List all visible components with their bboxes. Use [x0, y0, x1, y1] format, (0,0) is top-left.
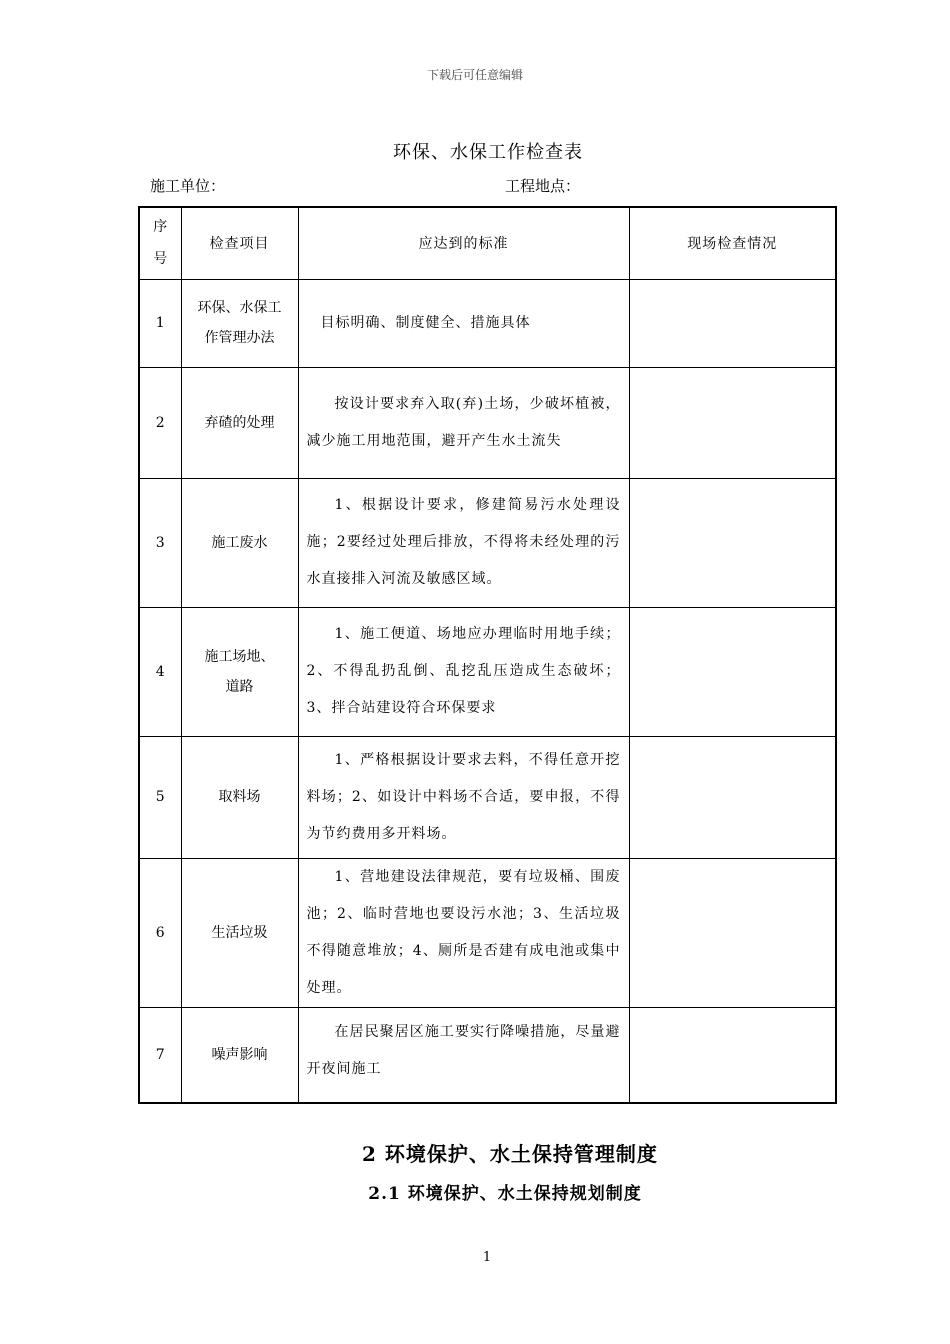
row-no: 6 [139, 858, 181, 1007]
row-standard: 在居民聚居区施工要实行降噪措施，尽量避开夜间施工 [298, 1007, 629, 1103]
page-number: 1 [482, 1250, 492, 1265]
row-item: 取料场 [181, 736, 298, 858]
header-no: 序号 [139, 207, 181, 279]
row-status[interactable] [629, 607, 836, 736]
row-no: 2 [139, 367, 181, 478]
row-standard: 1、根据设计要求，修建简易污水处理设施；2要经过处理后排放，不得将未经处理的污水直接排入河流及敏感区域。 [298, 478, 629, 607]
row-standard: 1、营地建设法律规范，要有垃圾桶、围废池；2、临时营地也要设污水池；3、生活垃圾不得随意堆放；4、厕所是否建有成电池或集中处理。 [298, 858, 629, 1007]
header-standard: 应达到的标准 [298, 207, 629, 279]
table-header-row [139, 207, 836, 279]
row-no: 1 [139, 279, 181, 367]
row-item: 噪声影响 [181, 1007, 298, 1103]
row-item: 弃碴的处理 [181, 367, 298, 478]
row-no: 4 [139, 607, 181, 736]
row-item: 施工废水 [181, 478, 298, 607]
subsection-heading: 2.1 环境保护、水土保持规划制度 [368, 1184, 642, 1204]
header-status: 现场检查情况 [629, 207, 836, 279]
row-status[interactable] [629, 367, 836, 478]
row-no: 3 [139, 478, 181, 607]
construction-unit-label: 施工单位： [150, 177, 226, 195]
project-location-label: 工程地点： [505, 177, 581, 195]
row-standard: 按设计要求弃入取(弃)土场，少破坏植被，减少施工用地范围，避开产生水土流失 [298, 367, 629, 478]
header-note: 下载后可任意编辑 [426, 68, 523, 82]
row-status[interactable] [629, 279, 836, 367]
table-row [139, 858, 836, 1007]
row-status[interactable] [629, 858, 836, 1007]
table-row [139, 1007, 836, 1103]
table-row [139, 736, 836, 858]
header-item: 检查项目 [181, 207, 298, 279]
row-status[interactable] [629, 1007, 836, 1103]
row-item: 施工场地、道路 [181, 607, 298, 736]
page-title: 环保、水保工作检查表 [393, 142, 583, 163]
row-item: 生活垃圾 [181, 858, 298, 1007]
table-row [139, 478, 836, 607]
row-no: 7 [139, 1007, 181, 1103]
row-no: 5 [139, 736, 181, 858]
row-standard: 1、施工便道、场地应办理临时用地手续；2、不得乱扔乱倒、乱挖乱压造成生态破坏；3、拌合站建设符合环保要求 [298, 607, 629, 736]
row-status[interactable] [629, 736, 836, 858]
row-standard: 1、严格根据设计要求去料，不得任意开挖料场；2、如设计中料场不合适，要申报，不得为节约费用多开料场。 [298, 736, 629, 858]
row-standard: 目标明确、制度健全、措施具体 [298, 279, 629, 367]
section-heading: 2 环境保护、水土保持管理制度 [362, 1142, 658, 1166]
inspection-table [138, 206, 837, 1104]
table-row [139, 279, 836, 367]
row-status[interactable] [629, 478, 836, 607]
row-item: 环保、水保工作管理办法 [181, 279, 298, 367]
table-row [139, 607, 836, 736]
table-row [139, 367, 836, 478]
